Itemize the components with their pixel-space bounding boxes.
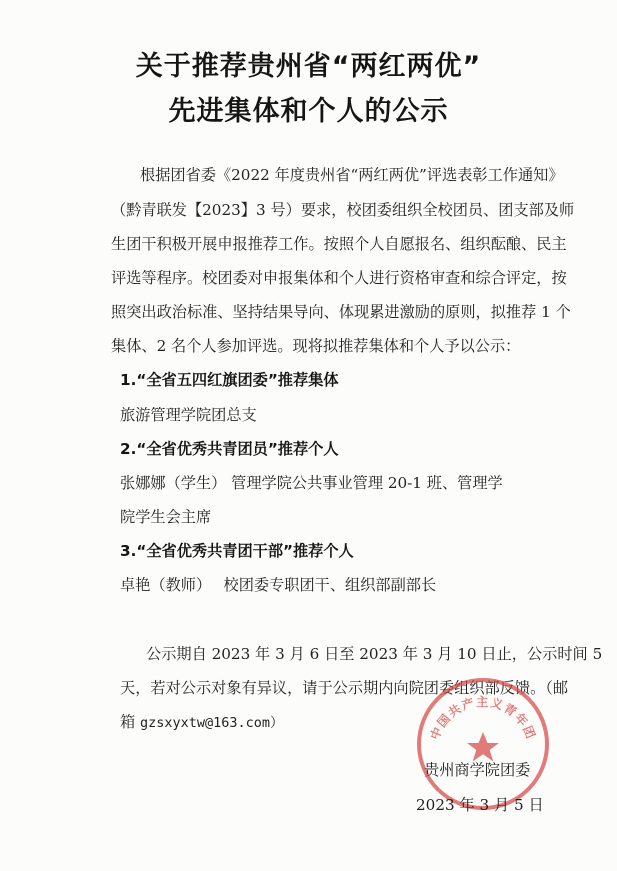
official-seal-icon [413,674,553,814]
body-line: 集体、2 名个人参加评选。现将拟推荐集体和个人予以公示： [111,337,521,355]
document-title-line2: 先进集体和个人的公示 [168,96,449,127]
body-line: （黔青联发【2023】3 号）要求，校团委组织全校团员、团支部及师 [111,201,575,219]
section-heading: 3.“全省优秀共青团干部”推荐个人 [120,542,354,560]
notice-line [120,712,284,733]
section-heading: 1.“全省五四红旗团委”推荐集体 [120,371,339,389]
notice-line: 公示期自 2023 年 3 月 6 日至 2023 年 3 月 10 日止，公示时间 5 [146,645,603,663]
notice-line: 天，若对公示对象有异议，请于公示期内向院团委组织部反馈。（邮 [120,679,569,697]
document-title-line1: 关于推荐贵州省“两红两优” [135,51,482,82]
signature-date: 2023 年 3 月 5 日 [416,796,544,814]
body-line: 根据团省委《2022 年度贵州省“两红两优”评选表彰工作通知》 [140,166,564,184]
body-line: 评选等程序。校团委对申报集体和个人进行资格审查和综合评定，按 [111,269,567,287]
section-line: 院学生会主席 [120,508,212,526]
body-line: 照突出政治标准、坚持结果导向、体现累进激励的原则，拟推荐 1 个 [111,303,571,321]
email-prefix: 箱 [120,713,141,731]
section-line: 卓艳（教师） 校团委专职团干、组织部副部长 [120,576,437,594]
signature-org: 贵州商学院团委 [424,761,531,779]
section-line: 旅游管理学院团总支 [120,406,257,424]
body-line: 生团干积极开展申报推荐工作。按照个人自愿报名、组织酝酿、民主 [111,235,567,253]
seal-text: 中国共产主义青年团 [427,695,539,742]
email-address: gzsxyxtw@163.com） [140,715,284,731]
star-icon [467,732,499,762]
section-line: 张娜娜（学生） 管理学院公共事业管理 20-1 班、管理学 [120,474,503,492]
section-heading: 2.“全省优秀共青团员”推荐个人 [120,440,339,458]
